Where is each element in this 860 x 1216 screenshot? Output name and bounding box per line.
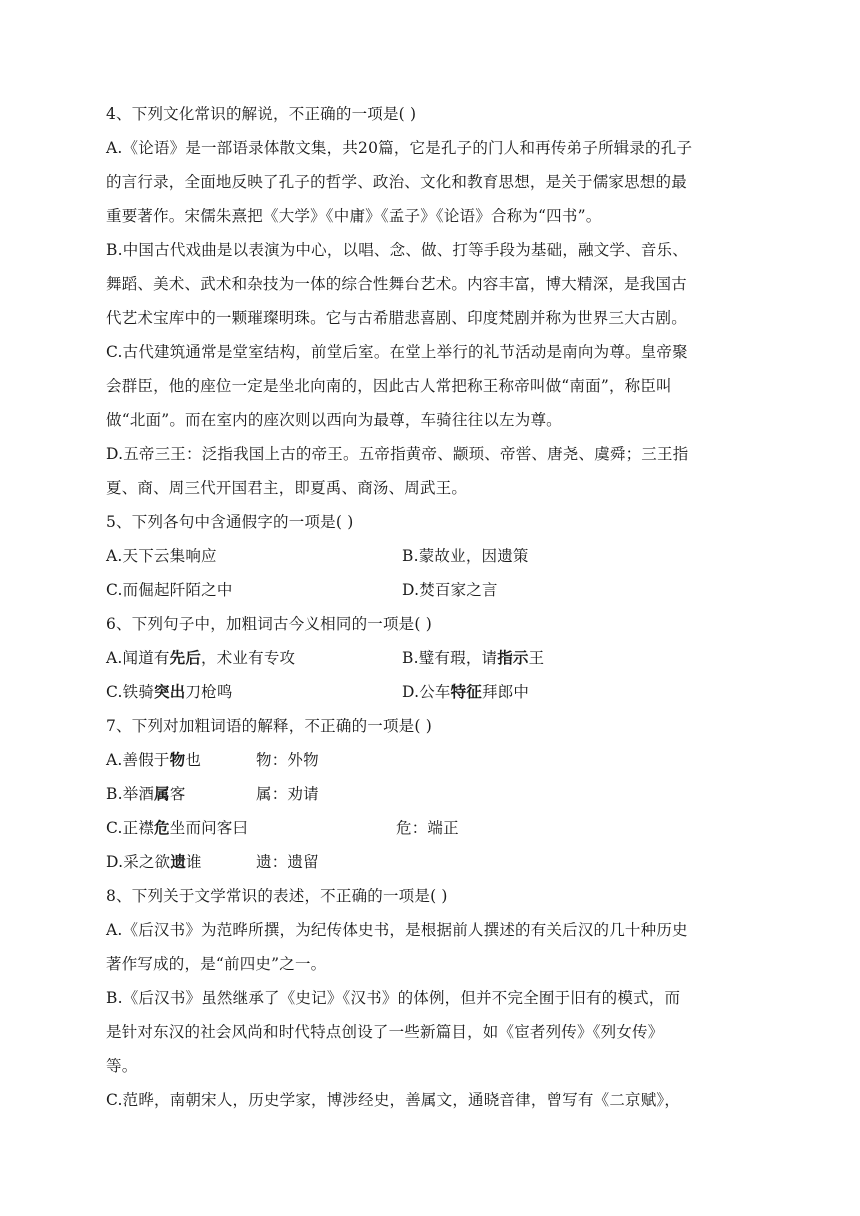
q7-option-c-gloss: 危：端正 <box>396 819 459 837</box>
q4-option-a-line-2: 的言行录，全面地反映了孔子的哲学、政治、文化和教育思想，是关于儒家思想的最 <box>106 173 687 191</box>
q4-option-b-line-1: B.中国古代戏曲是以表演为中心，以唱、念、做、打等手段为基础，融文学、音乐、 <box>106 241 688 259</box>
q7-option-b-post: 客 <box>169 785 186 803</box>
q5-option-a: A.天下云集响应 <box>106 547 217 565</box>
q6-option-d-bold-word: 特征 <box>450 682 483 701</box>
q6-option-b-bold-word: 指示 <box>497 648 529 667</box>
q7-option-a-bold-word: 物 <box>169 750 186 769</box>
q7-option-d-gloss: 遗：遗留 <box>256 853 319 871</box>
q4-option-c-line-2: 会群臣，他的座位一定是坐北向南的，因此古人常把称王称帝叫做“南面”，称臣叫 <box>106 377 672 395</box>
q5-option-b: B.蒙故业，因遗策 <box>402 547 529 565</box>
q6-option-b <box>402 641 544 675</box>
q8-option-b-line-2: 是针对东汉的社会风尚和时代特点创设了一些新篇目，如《宦者列传》《列女传》 <box>106 1023 664 1041</box>
q8-option-b-line-3: 等。 <box>106 1057 138 1075</box>
q8-stem: 8、下列关于文学常识的表述，不正确的一项是( ) <box>106 887 448 905</box>
q7-option-b-gloss: 属：劝请 <box>256 785 319 803</box>
q7-option-c-post: 坐而问客曰 <box>169 819 249 837</box>
q6-option-a <box>106 649 295 667</box>
q7-option-b-pre: B.举酒 <box>106 785 155 803</box>
q5-option-c: C.而倔起阡陌之中 <box>106 581 233 599</box>
q7-option-a-pre: A.善假于 <box>106 751 170 769</box>
q8-option-b-line-1: B.《后汉书》虽然继承了《史记》《汉书》的体例，但并不完全囿于旧有的模式，而 <box>106 989 681 1007</box>
q6-option-a-bold-word: 先后 <box>169 648 202 667</box>
q6-option-a-post: ，术业有专攻 <box>201 649 296 667</box>
q8-option-a-line-2: 著作写成的，是“前四史”之一。 <box>106 955 327 973</box>
q4-option-b-line-3: 代艺术宝库中的一颗璀璨明珠。它与古希腊悲喜剧、印度梵剧并称为世界三大古剧。 <box>106 309 687 327</box>
q6-option-c-bold-word: 突出 <box>154 682 186 701</box>
q4-option-a-line-1: A.《论语》是一部语录体散文集，共20篇，它是孔子的门人和再传弟子所辑录的孔子 <box>106 139 693 157</box>
q8-option-a-line-1: A.《后汉书》为范晔所撰，为纪传体史书，是根据前人撰述的有关后汉的几十种历史 <box>106 921 688 939</box>
q7-stem: 7、下列对加粗词语的解释，不正确的一项是( ) <box>106 717 432 735</box>
q4-option-a-line-3: 重要著作。宋儒朱熹把《大学》《中庸》《孟子》《论语》合称为“四书”。 <box>106 207 602 225</box>
q4-option-d-line-2: 夏、商、周三代开国君主，即夏禹、商汤、周武王。 <box>106 479 468 497</box>
q6-option-c-pre: C.铁骑 <box>106 683 155 701</box>
q5-stem: 5、下列各句中含通假字的一项是( ) <box>106 513 354 531</box>
q7-option-c-pre: C.正襟 <box>106 819 155 837</box>
q7-option-b <box>106 777 766 811</box>
q6-options-row-1 <box>106 641 766 675</box>
q7-option-c <box>106 811 766 845</box>
q6-option-d <box>402 675 529 709</box>
q6-stem: 6、下列句子中，加粗词古今义相同的一项是( ) <box>106 615 432 633</box>
q7-option-a-gloss: 物：外物 <box>256 751 319 769</box>
q7-option-a <box>106 743 766 777</box>
q4-stem: 4、下列文化常识的解说，不正确的一项是( ) <box>106 105 417 123</box>
q6-options-row-2 <box>106 675 766 709</box>
q6-option-a-pre: A.闻道有 <box>106 649 170 667</box>
q4-option-d-line-1: D.五帝三王：泛指我国上古的帝王。五帝指黄帝、颛顼、帝喾、唐尧、虞舜；三王指 <box>106 445 689 463</box>
q4-option-c-line-1: C.古代建筑通常是堂室结构，前堂后室。在堂上举行的礼节活动是南向为尊。皇帝聚 <box>106 343 688 361</box>
q7-option-d-bold-word: 遗 <box>170 852 187 871</box>
q7-option-a-post: 也 <box>185 751 202 769</box>
q6-option-b-pre: B.璧有瑕，请 <box>402 649 498 667</box>
q6-option-d-post: 拜郎中 <box>482 683 530 701</box>
q6-option-c <box>106 683 233 701</box>
q7-option-d-post: 谁 <box>186 853 202 871</box>
q7-option-d-pre: D.采之欲 <box>106 853 171 871</box>
question-page <box>106 97 766 1117</box>
q4-option-c-line-3: 做“北面”。而在室内的座次则以西向为最尊，车骑往往以左为尊。 <box>106 411 562 429</box>
q4-option-b-line-2: 舞蹈、美术、武术和杂技为一体的综合性舞台艺术。内容丰富，博大精深，是我国古 <box>106 275 687 293</box>
q6-option-c-post: 刀枪鸣 <box>185 683 233 701</box>
q5-options-row-1 <box>106 539 766 573</box>
q8-option-c-line-1: C.范晔，南朝宋人，历史学家，博涉经史，善属文，通晓音律，曾写有《二京赋》， <box>106 1091 681 1109</box>
q6-option-b-post: 王 <box>528 649 545 667</box>
q6-option-d-pre: D.公车 <box>402 683 451 701</box>
q5-options-row-2 <box>106 573 766 607</box>
q5-option-d: D.焚百家之言 <box>402 581 498 599</box>
q7-option-d <box>106 845 766 879</box>
q7-option-c-bold-word: 危 <box>154 818 170 837</box>
q7-option-b-bold-word: 属 <box>154 784 170 803</box>
